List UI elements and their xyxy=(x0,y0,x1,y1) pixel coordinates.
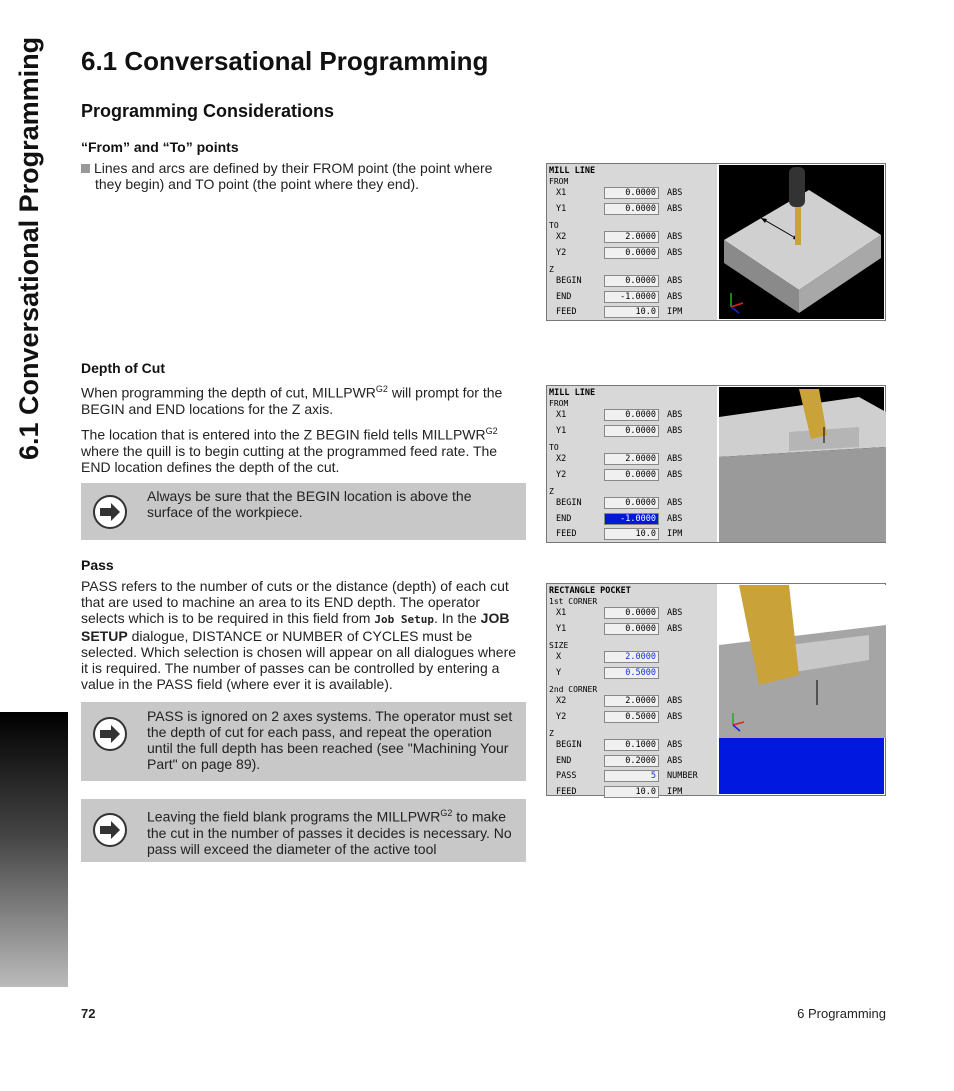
arrow-right-icon xyxy=(92,494,128,530)
field-label: Y1 xyxy=(556,425,567,436)
field-label: END xyxy=(556,291,572,302)
pass-note-1-text: PASS is ignored on 2 axes systems. The operator must set the depth of cut for each pass, and repeat the operation until the full depth has been reached (see "Machining Your Part" on page 89). xyxy=(147,708,513,772)
field-label: FEED xyxy=(556,307,577,317)
dialog-field-row xyxy=(547,667,717,680)
field-label: FEED xyxy=(556,786,577,797)
field-value[interactable]: 0.0000 xyxy=(604,623,659,635)
field-unit: NUMBER xyxy=(667,771,698,781)
field-unit: ABS xyxy=(667,711,683,722)
depth-note-text: Always be sure that the BEGIN location is above the surface of the workpiece. xyxy=(147,488,472,520)
from-to-heading: “From” and “To” points xyxy=(81,139,239,155)
dialog-field-row xyxy=(547,203,717,216)
field-label: Y2 xyxy=(556,247,567,258)
field-unit: ABS xyxy=(667,454,683,464)
field-unit: IPM xyxy=(667,529,683,539)
field-label: Y2 xyxy=(556,711,567,722)
dialog-title: MILL LINE xyxy=(549,388,596,398)
pass-note-2 xyxy=(81,799,526,862)
field-unit: ABS xyxy=(667,291,683,302)
field-unit: ABS xyxy=(667,623,683,634)
dialog-field-row xyxy=(547,231,717,244)
dialog-field-row xyxy=(547,786,717,799)
dialog-field-row xyxy=(547,425,717,438)
field-value[interactable]: 2.0000 xyxy=(604,453,659,465)
field-label: Y2 xyxy=(556,469,567,480)
field-unit: ABS xyxy=(667,740,683,750)
field-value[interactable]: 0.0000 xyxy=(604,497,659,509)
3d-view xyxy=(719,387,884,541)
arrow-right-icon xyxy=(92,716,128,752)
workpiece-render xyxy=(719,387,886,542)
field-value[interactable]: 0.5000 xyxy=(604,711,659,723)
dialog-field-row xyxy=(547,755,717,768)
footer-section: 6 Programming xyxy=(797,1006,886,1021)
field-value[interactable]: 10.0 xyxy=(604,306,659,318)
field-label: END xyxy=(556,755,572,766)
field-unit: ABS xyxy=(667,232,683,242)
field-value[interactable]: 0.0000 xyxy=(604,203,659,215)
dialog-group-label: FROM xyxy=(549,177,569,186)
workpiece-render xyxy=(719,585,886,738)
bullet-square-icon xyxy=(81,164,90,173)
arrow-right-icon xyxy=(92,812,128,848)
field-unit: ABS xyxy=(667,425,683,436)
field-label: PASS xyxy=(556,771,577,781)
dialog-field-row xyxy=(547,528,717,541)
field-value[interactable]: 5 xyxy=(604,770,659,782)
dialog-field-row xyxy=(547,409,717,422)
dialog-field-row xyxy=(547,623,717,636)
field-value[interactable]: 0.5000 xyxy=(604,667,659,679)
field-value[interactable]: 2.0000 xyxy=(604,695,659,707)
field-value[interactable]: 10.0 xyxy=(604,786,659,798)
field-value[interactable]: 0.0000 xyxy=(604,607,659,619)
field-unit: ABS xyxy=(667,498,683,508)
field-value[interactable]: 0.0000 xyxy=(604,425,659,437)
dialog-panel xyxy=(547,164,717,320)
field-label: BEGIN xyxy=(556,498,582,508)
dialog-field-row xyxy=(547,607,717,620)
dialog-group-label: Z xyxy=(549,265,554,274)
dialog-field-row xyxy=(547,497,717,510)
side-tab-gradient xyxy=(0,712,68,987)
field-label: BEGIN xyxy=(556,276,582,286)
from-to-bullet: Lines and arcs are defined by their FROM point (the point where they begin) and TO point (the point where they end). xyxy=(81,160,521,192)
field-unit: ABS xyxy=(667,513,683,524)
field-label: X2 xyxy=(556,454,567,464)
dialog-field-row xyxy=(547,291,717,304)
field-unit: ABS xyxy=(667,755,683,766)
dialog-field-row xyxy=(547,469,717,482)
field-value[interactable]: -1.0000 xyxy=(604,513,659,525)
field-unit: ABS xyxy=(667,410,683,420)
dialog-field-row xyxy=(547,695,717,708)
dialog-field-row xyxy=(547,711,717,724)
field-value[interactable]: 0.1000 xyxy=(604,739,659,751)
field-label: BEGIN xyxy=(556,740,582,750)
dialog-panel xyxy=(547,386,717,542)
dialog-group-label: FROM xyxy=(549,399,569,408)
field-label: X1 xyxy=(556,410,567,420)
side-tab-title: 6.1 Conversational Programming xyxy=(14,36,44,460)
dialog-field-row xyxy=(547,275,717,288)
field-label: Y xyxy=(556,667,562,678)
screenshot-rectangle-pocket xyxy=(546,583,886,796)
field-label: X1 xyxy=(556,188,567,198)
dialog-panel xyxy=(547,584,717,795)
field-unit: ABS xyxy=(667,276,683,286)
dialog-group-label: Z xyxy=(549,487,554,496)
pass-heading: Pass xyxy=(81,557,114,573)
3d-view xyxy=(719,165,884,319)
field-value[interactable]: 0.0000 xyxy=(604,247,659,259)
field-label: END xyxy=(556,513,572,524)
depth-paragraph-2: The location that is entered into the Z BEGIN field tells $MILLPWR^{G2}$ where the quill is to begin cutting at the programmed feed rate. The END location defines the depth of the cut. xyxy=(81,426,498,475)
dialog-group-label: SIZE xyxy=(549,641,569,650)
field-unit: IPM xyxy=(667,786,683,797)
field-value[interactable]: 0.0000 xyxy=(604,275,659,287)
field-value[interactable]: -1.0000 xyxy=(604,291,659,303)
dialog-field-row xyxy=(547,453,717,466)
field-unit: IPM xyxy=(667,307,683,317)
pass-note-2-text: Leaving the field blank programs the $MILLPWR^{G2}$ to make the cut in the number of passes it decides is necessary. No pass will exceed the diameter of the active tool xyxy=(147,808,512,857)
field-unit: ABS xyxy=(667,188,683,198)
section-heading: Programming Considerations xyxy=(81,101,335,121)
field-unit: ABS xyxy=(667,696,683,706)
field-value[interactable]: 0.2000 xyxy=(604,755,659,767)
dialog-group-label: Z xyxy=(549,729,554,738)
3d-view xyxy=(719,585,884,794)
dialog-group-label: TO xyxy=(549,443,559,452)
dialog-title: MILL LINE xyxy=(549,166,596,176)
field-unit: ABS xyxy=(667,608,683,618)
field-value[interactable]: 0.0000 xyxy=(604,409,659,421)
page-title: 6.1 Conversational Programming xyxy=(81,46,489,76)
field-label: X1 xyxy=(556,608,567,618)
dialog-field-row xyxy=(547,247,717,260)
dialog-field-row xyxy=(547,306,717,319)
dialog-field-row xyxy=(547,187,717,200)
dialog-field-row xyxy=(547,513,717,526)
dialog-title: RECTANGLE POCKET xyxy=(549,586,631,596)
field-unit: ABS xyxy=(667,469,683,480)
dialog-field-row xyxy=(547,651,717,664)
field-label: Y1 xyxy=(556,623,567,634)
pass-note-1 xyxy=(81,702,526,781)
field-value[interactable]: 0.0000 xyxy=(604,469,659,481)
dialog-field-row xyxy=(547,739,717,752)
page-number: 72 xyxy=(81,1006,96,1021)
field-value[interactable]: 2.0000 xyxy=(604,231,659,243)
depth-heading: Depth of Cut xyxy=(81,360,165,376)
field-value[interactable]: 0.0000 xyxy=(604,187,659,199)
screenshot-mill-line-depth xyxy=(546,385,886,543)
depth-note xyxy=(81,483,526,540)
dialog-field-row xyxy=(547,770,717,783)
field-label: X2 xyxy=(556,696,567,706)
dialog-group-label: 2nd CORNER xyxy=(549,685,598,694)
field-label: X2 xyxy=(556,232,567,242)
depth-paragraph-1: When programming the depth of cut, $MILLPWR^{G2}$ will prompt for the BEGIN and END locations for the Z axis. xyxy=(81,384,503,417)
field-label: X xyxy=(556,652,562,662)
field-unit: ABS xyxy=(667,203,683,214)
dialog-group-label: 1st CORNER xyxy=(549,597,598,606)
field-value[interactable]: 2.0000 xyxy=(604,651,659,663)
screenshot-mill-line-from-to xyxy=(546,163,886,321)
field-unit: ABS xyxy=(667,247,683,258)
pass-paragraph: PASS refers to the number of cuts or the distance (depth) of each cut that are used to machine an area to its END depth. The operator selects which is to be required in this field from Job Setup. In the JOB SETUP dialogue, DISTANCE or NUMBER of CYCLES must be selected. Which selection is chosen will appear on all dialogues where it is required. The number of passes can be controlled by entering a value in the PASS field (where ever it is available). xyxy=(81,578,517,692)
field-value[interactable]: 10.0 xyxy=(604,528,659,540)
workpiece-render xyxy=(719,165,886,320)
dialog-group-label: TO xyxy=(549,221,559,230)
field-label: FEED xyxy=(556,529,577,539)
field-label: Y1 xyxy=(556,203,567,214)
